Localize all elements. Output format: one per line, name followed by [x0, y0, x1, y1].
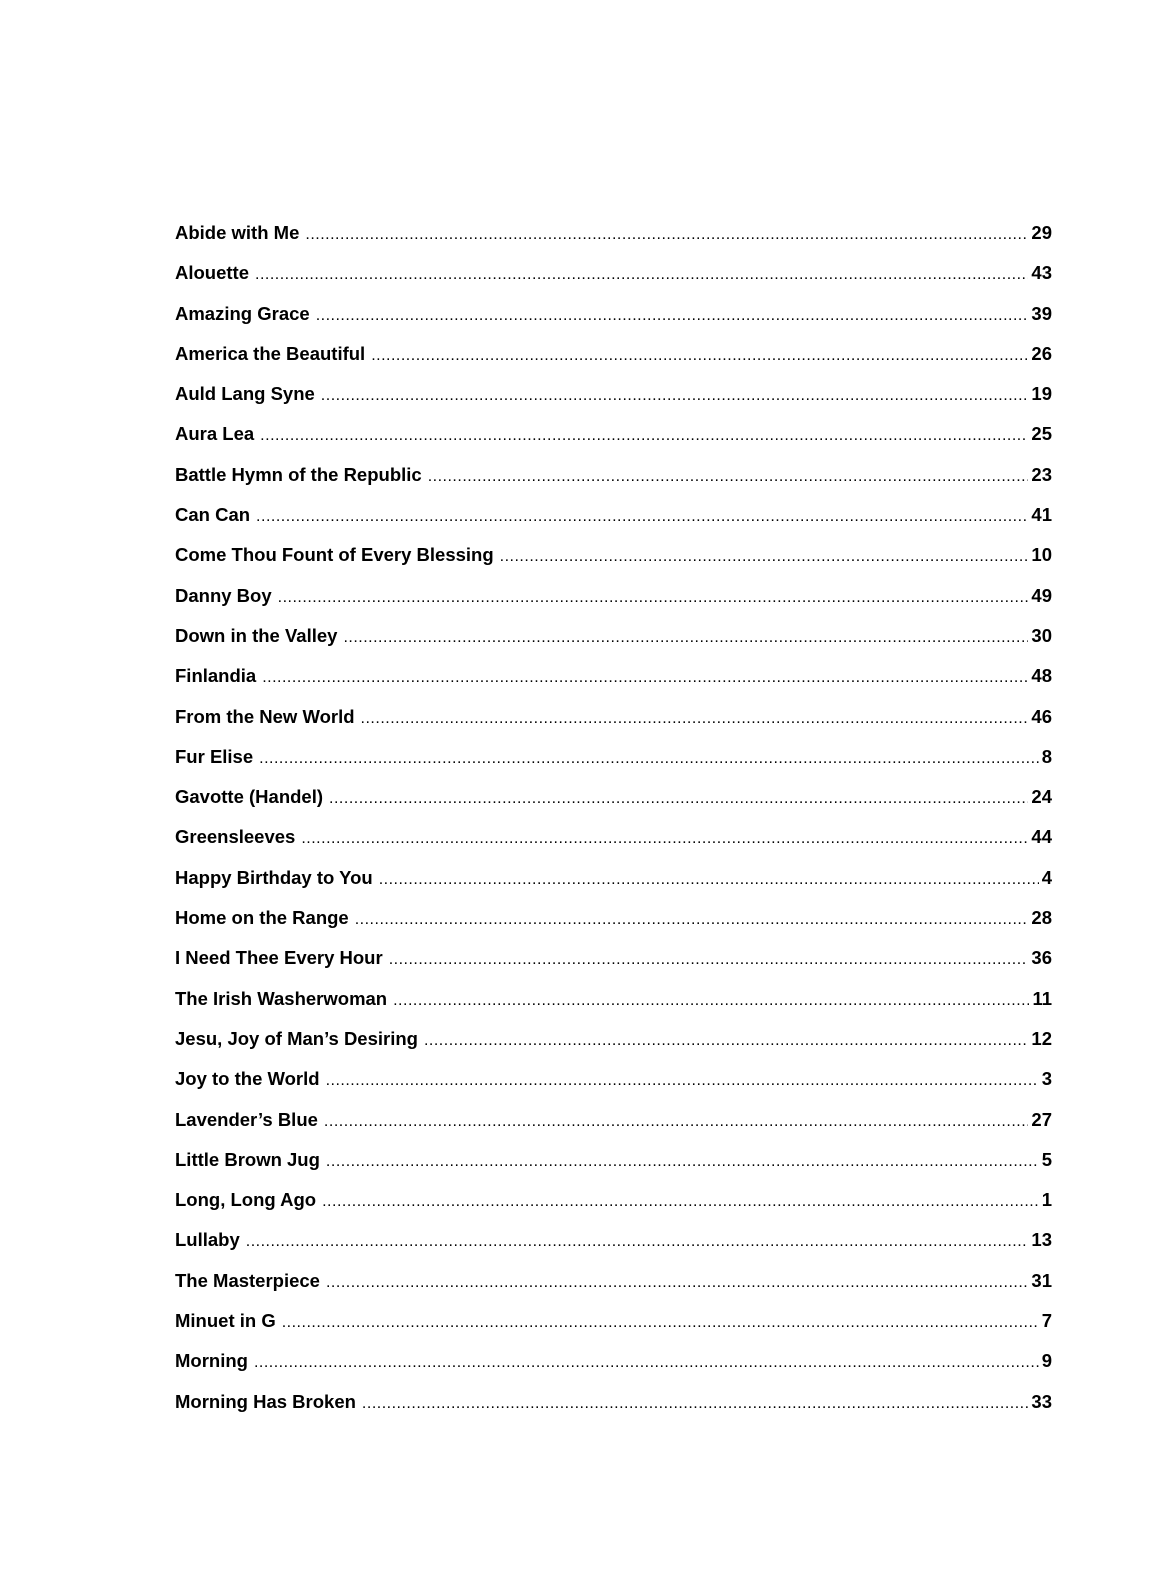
dot-leader [362, 1395, 1029, 1413]
dot-leader [324, 1113, 1029, 1131]
dot-leader [254, 1354, 1039, 1372]
dot-leader [305, 226, 1028, 244]
dot-leader [361, 710, 1029, 728]
dot-leader [260, 427, 1028, 445]
dot-leader [282, 1314, 1039, 1332]
toc-entry-page: 9 [1041, 1350, 1052, 1372]
toc-entry-title: Come Thou Fount of Every Blessing [175, 544, 494, 566]
toc-entry-page: 1 [1041, 1189, 1052, 1211]
toc-entry[interactable] [175, 826, 1052, 866]
toc-entry-page: 41 [1031, 504, 1052, 526]
dot-leader [355, 911, 1029, 929]
toc-entry[interactable] [175, 988, 1052, 1028]
toc-entry-page: 39 [1031, 302, 1052, 324]
dot-leader [389, 951, 1029, 969]
toc-entry-title: Danny Boy [175, 584, 272, 606]
toc-entry-page: 46 [1031, 705, 1052, 727]
toc-entry-title: The Irish Washerwoman [175, 987, 388, 1009]
toc-entry[interactable] [175, 383, 1052, 423]
toc-entry-page: 43 [1031, 262, 1052, 284]
toc-entry-title: The Masterpiece [175, 1269, 320, 1291]
toc-entry-title: Morning Has Broken [175, 1390, 356, 1412]
toc-entry-title: America the Beautiful [175, 342, 366, 364]
toc-entry-title: Finlandia [175, 665, 257, 687]
toc-entry-title: Can Can [175, 504, 251, 526]
dot-leader [255, 266, 1028, 284]
toc-entry[interactable] [175, 947, 1052, 987]
toc-entry-page: 23 [1031, 463, 1052, 485]
toc-entry-title: Jesu, Joy of Man’s Desiring [175, 1027, 418, 1049]
toc-entry-title: Fur Elise [175, 745, 254, 767]
dot-leader [259, 750, 1039, 768]
dot-leader [424, 1032, 1028, 1050]
toc-entry-page: 4 [1041, 866, 1052, 888]
toc-entry-title: Long, Long Ago [175, 1189, 317, 1211]
toc-entry-page: 29 [1031, 222, 1052, 243]
toc-entry-title: Home on the Range [175, 907, 349, 929]
toc-entry-title: Joy to the World [175, 1068, 320, 1090]
toc-entry[interactable] [175, 585, 1052, 625]
toc-entry-title: Lavender’s Blue [175, 1108, 318, 1130]
toc-entry[interactable] [175, 1189, 1052, 1229]
toc-entry-title: Happy Birthday to You [175, 866, 373, 888]
toc-entry-page: 8 [1041, 745, 1052, 767]
toc-entry[interactable] [175, 423, 1052, 463]
toc-entry-title: Lullaby [175, 1229, 240, 1251]
toc-entry[interactable] [175, 746, 1052, 786]
toc-entry[interactable] [175, 786, 1052, 826]
toc-entry-title: Aura Lea [175, 423, 255, 445]
dot-leader [500, 548, 1029, 566]
dot-leader [262, 669, 1028, 687]
toc-entry[interactable] [175, 1028, 1052, 1068]
toc-entry-page: 33 [1031, 1390, 1052, 1412]
toc-entry-page: 28 [1031, 907, 1052, 929]
dot-leader [321, 387, 1029, 405]
toc-entry-page: 36 [1031, 947, 1052, 969]
toc-entry[interactable] [175, 907, 1052, 947]
toc-entry[interactable] [175, 544, 1052, 584]
toc-entry-title: Minuet in G [175, 1310, 276, 1332]
toc-entry-page: 3 [1041, 1068, 1052, 1090]
toc-entry[interactable] [175, 665, 1052, 705]
dot-leader [301, 830, 1028, 848]
toc-entry-title: Abide with Me [175, 222, 300, 243]
toc-entry[interactable] [175, 504, 1052, 544]
toc-entry-title: Down in the Valley [175, 624, 338, 646]
toc-entry-page: 26 [1031, 342, 1052, 364]
dot-leader [278, 589, 1029, 607]
dot-leader [343, 629, 1028, 647]
dot-leader [256, 508, 1028, 526]
toc-entry-title: I Need Thee Every Hour [175, 947, 383, 969]
toc-entry-title: Auld Lang Syne [175, 383, 315, 405]
toc-entry-page: 12 [1031, 1027, 1052, 1049]
toc-entry-page: 30 [1031, 624, 1052, 646]
toc-entry-page: 5 [1041, 1148, 1052, 1170]
dot-leader [428, 468, 1029, 486]
toc-entry[interactable] [175, 222, 1052, 262]
toc-entry-title: Morning [175, 1350, 248, 1372]
toc-entry[interactable] [175, 1391, 1052, 1431]
toc-entry-page: 49 [1031, 584, 1052, 606]
toc-entry-page: 27 [1031, 1108, 1052, 1130]
toc-entry-title: Amazing Grace [175, 302, 310, 324]
toc-entry-page: 24 [1031, 786, 1052, 808]
toc-entry[interactable] [175, 262, 1052, 302]
toc-entry[interactable] [175, 464, 1052, 504]
toc-entry-page: 10 [1031, 544, 1052, 566]
dot-leader [326, 1072, 1039, 1090]
dot-leader [326, 1274, 1028, 1292]
toc-entry-page: 7 [1041, 1310, 1052, 1332]
dot-leader [329, 790, 1028, 808]
toc-entry[interactable] [175, 625, 1052, 665]
dot-leader [371, 347, 1028, 365]
dot-leader [379, 871, 1039, 889]
toc-entry-title: Greensleeves [175, 826, 296, 848]
toc-entry[interactable] [175, 1310, 1052, 1350]
dot-leader [326, 1153, 1039, 1171]
table-of-contents [175, 222, 1052, 1431]
toc-entry[interactable] [175, 1350, 1052, 1390]
toc-entry-page: 31 [1031, 1269, 1052, 1291]
dot-leader [322, 1193, 1039, 1211]
toc-entry-page: 19 [1031, 383, 1052, 405]
toc-entry-title: From the New World [175, 705, 355, 727]
toc-entry-page: 11 [1032, 987, 1052, 1009]
toc-entry-title: Gavotte (Handel) [175, 786, 324, 808]
toc-entry-page: 13 [1031, 1229, 1052, 1251]
toc-entry[interactable] [175, 1068, 1052, 1108]
toc-entry[interactable] [175, 1229, 1052, 1269]
toc-entry-title: Little Brown Jug [175, 1148, 320, 1170]
toc-entry[interactable] [175, 303, 1052, 343]
toc-entry[interactable] [175, 1109, 1052, 1149]
toc-entry[interactable] [175, 867, 1052, 907]
dot-leader [393, 992, 1029, 1010]
toc-entry-page: 44 [1031, 826, 1052, 848]
dot-leader [246, 1233, 1029, 1251]
toc-entry-page: 25 [1031, 423, 1052, 445]
toc-entry[interactable] [175, 1149, 1052, 1189]
toc-entry-title: Alouette [175, 262, 249, 284]
toc-entry-page: 48 [1031, 665, 1052, 687]
dot-leader [316, 307, 1029, 325]
toc-entry[interactable] [175, 706, 1052, 746]
toc-entry-title: Battle Hymn of the Republic [175, 463, 422, 485]
toc-entry[interactable] [175, 1270, 1052, 1310]
toc-entry[interactable] [175, 343, 1052, 383]
